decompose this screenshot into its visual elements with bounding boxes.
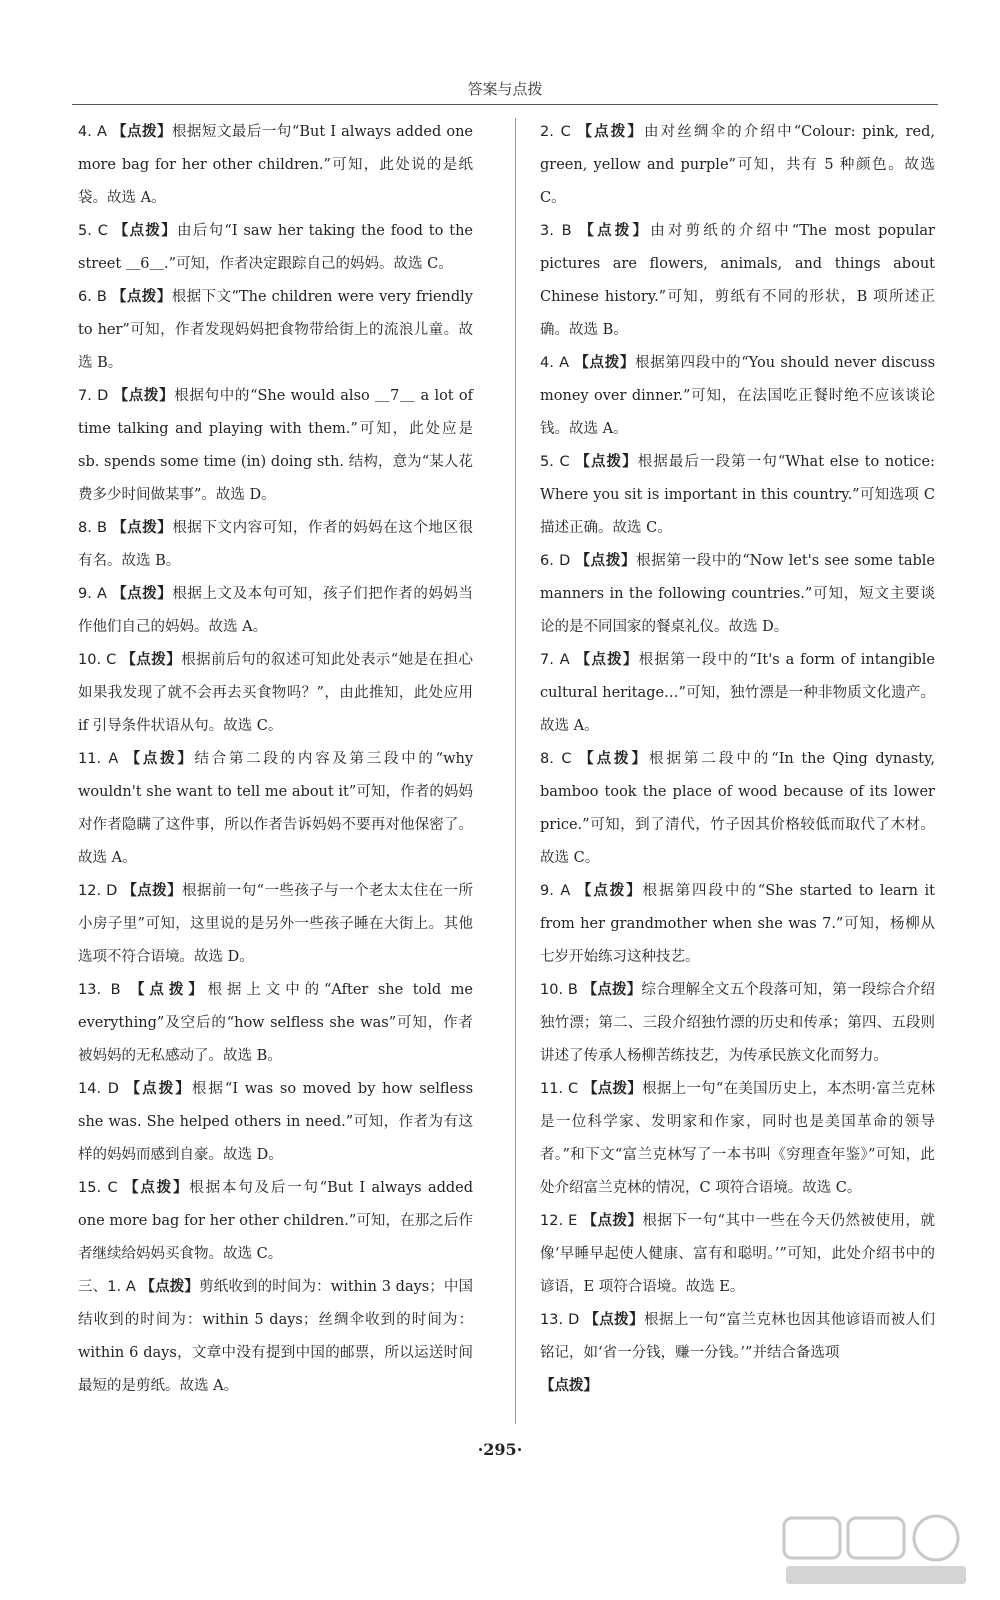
hint-tag: 【点拨】 <box>113 223 178 239</box>
answer-entry <box>78 380 473 512</box>
answer-number: 8. C <box>540 751 572 767</box>
answer-entry <box>78 1271 473 1403</box>
answer-number: 4. A <box>78 124 107 140</box>
answer-text: 根据前后句的叙述可知此处表示“她是在担心如果我发现了就不会再去买食物吗？”，由此推知，此处应用 if 引导条件状语从句。故选 C。 <box>78 652 474 734</box>
answer-entry <box>78 512 473 578</box>
answer-entry <box>540 974 935 1073</box>
answer-number: 13. D <box>540 1312 580 1328</box>
answer-entry <box>78 116 473 215</box>
answer-text: 由对丝绸伞的介绍中“Colour: pink, red, green, yellow and purple”可知，共有 5 种颜色。故选 C。 <box>540 124 936 206</box>
answer-number: 10. B <box>540 982 578 998</box>
answer-text: 根据本句及后一句“But I always added one more bag for her other children.”可知，在那之后作者继续给妈妈买食物。故选 C。 <box>78 1180 474 1262</box>
answer-number: 9. A <box>78 586 107 602</box>
answer-entry <box>540 545 935 644</box>
answer-text: 由后句“I saw her taking the food to the street ＿6＿.”可知，作者决定跟踪自己的妈妈。故选 C。 <box>78 223 473 272</box>
answer-entry <box>78 644 473 743</box>
answer-entry <box>540 644 935 743</box>
column-divider <box>515 118 516 1424</box>
answer-entry <box>540 1370 935 1403</box>
answer-text: 根据第一段中的“Now let's see some table manners in the following countries.”可知，短文主要谈论的是不同国家的餐桌礼仪。故选 D。 <box>540 553 936 635</box>
answer-number: 三、1. A <box>78 1279 136 1295</box>
page-number: ·295· <box>477 1440 523 1459</box>
answer-entry <box>540 215 935 347</box>
hint-tag: 【点拨】 <box>540 1378 598 1394</box>
answer-text: 由对剪纸的介绍中“The most popular pictures are flowers, animals, and things about Chinese history.”可知，剪纸有不同的形状，B 项所述正确。故选 B。 <box>540 223 935 338</box>
answer-text: 根据“I was so moved by how selfless she was. She helped others in need.”可知，作者为有这样的妈妈而感到自豪。故选 D。 <box>78 1081 474 1163</box>
answer-entry <box>78 974 473 1073</box>
hint-tag: 【点拨】 <box>124 1180 190 1196</box>
hint-tag: 【点拨】 <box>112 520 173 536</box>
answer-text: 根据第四段中的“She started to learn it from her grandmother when she was 7.”可知，杨柳从七岁开始练习这种技艺。 <box>540 883 935 965</box>
answer-text: 根据第四段中的“You should never discuss money over dinner.”可知，在法国吃正餐时绝不应该谈论钱。故选 A。 <box>540 355 936 437</box>
answer-text: 根据上文中的“After she told me everything”及空后的“how selfless she was”可知，作者被妈妈的无私感动了。故选 B。 <box>78 982 474 1064</box>
answer-entry <box>78 1172 473 1271</box>
answer-text: 根据最后一段第一句“What else to notice: Where you sit is important in this country.”可知选项 C 描述正确。故选 C。 <box>540 454 936 536</box>
answer-number: 6. D <box>540 553 571 569</box>
answer-text: 根据下文内容可知，作者的妈妈在这个地区很有名。故选 B。 <box>78 520 474 569</box>
hint-tag: 【点拨】 <box>112 586 173 602</box>
answer-text: 根据第一段中的“It's a form of intangible cultural heritage…”可知，独竹漂是一种非物质文化遗产。故选 A。 <box>540 652 935 734</box>
hint-tag: 【点拨】 <box>576 883 643 899</box>
answer-entry <box>540 116 935 215</box>
answer-text: 根据下一句“其中一些在今天仍然被使用，就像‘早睡早起使人健康、富有和聪明。’”可知，此处介绍书中的谚语，E 项符合语境。故选 E。 <box>540 1213 936 1295</box>
answer-text: 综合理解全文五个段落可知，第一段综合介绍独竹漂；第二、三段介绍独竹漂的历史和传承；第四、五段则讲述了传承人杨柳苦练技艺，为传承民族文化而努力。 <box>540 982 936 1064</box>
answer-entry <box>540 875 935 974</box>
answer-number: 3. B <box>540 223 572 239</box>
hint-tag: 【点拨】 <box>121 652 182 668</box>
answer-number: 12. E <box>540 1213 578 1229</box>
hint-tag: 【点拨】 <box>111 289 172 305</box>
answer-number: 12. D <box>78 883 118 899</box>
watermark-logo-icon <box>776 1510 976 1590</box>
hint-tag: 【点拨】 <box>111 124 172 140</box>
answer-entry <box>540 1073 935 1205</box>
answer-entry <box>540 446 935 545</box>
answer-text: 根据上一句“在美国历史上，本杰明·富兰克林是一位科学家、发明家和作家，同时也是美国革命的领导者。”和下文“富兰克林写了一本书叫《穷理查年鉴》”可知，此处介绍富兰克林的情况，C 项符合语境。故选 C。 <box>540 1081 936 1196</box>
answer-entry <box>540 743 935 875</box>
answer-entry <box>78 875 473 974</box>
hint-tag: 【点拨】 <box>579 223 651 239</box>
hint-tag: 【点拨】 <box>574 355 636 371</box>
answer-text: 根据短文最后一句“But I always added one more bag for her other children.”可知，此处说的是纸袋。故选 A。 <box>78 124 473 206</box>
answer-number: 5. C <box>540 454 570 470</box>
right-column <box>540 116 935 1403</box>
answer-entry <box>78 578 473 644</box>
answer-entry <box>78 215 473 281</box>
answer-text: 根据下文“The children were very friendly to her”可知，作者发现妈妈把食物带给街上的流浪儿童。故选 B。 <box>78 289 473 371</box>
answer-text: 根据前一句“一些孩子与一个老太太住在一所小房子里”可知，这里说的是另外一些孩子睡在大街上。其他选项不符合语境。故选 D。 <box>78 883 474 965</box>
answer-entry <box>78 743 473 875</box>
answer-number: 9. A <box>540 883 571 899</box>
header-rule <box>72 104 938 105</box>
answer-number: 6. B <box>78 289 107 305</box>
hint-tag: 【点拨】 <box>575 454 638 470</box>
header-title: 答案与点拨 <box>467 80 543 98</box>
answer-number: 13. B <box>78 982 121 998</box>
answer-text: 结合第二段的内容及第三段中的“why wouldn't she want to tell me about it”可知，作者的妈妈对作者隐瞒了这件事，所以作者告诉妈妈不要再对他保密了。故选 A。 <box>78 751 474 866</box>
hint-tag: 【点拨】 <box>130 982 208 998</box>
page-header <box>72 78 938 104</box>
hint-tag: 【点拨】 <box>113 388 175 404</box>
answer-text: 根据第二段中的“In the Qing dynasty, bamboo took the place of wood because of its lower price.”可知，到了清代，竹子因其价格较低而取代了木材。故选 C。 <box>540 751 935 866</box>
answer-entry <box>540 1205 935 1304</box>
hint-tag: 【点拨】 <box>582 1081 643 1097</box>
answer-number: 11. C <box>540 1081 579 1097</box>
left-column <box>78 116 473 1403</box>
answer-entry <box>540 1304 935 1370</box>
answer-text: 根据上一句“富兰克林也因其他谚语而被人们铭记，如‘省一分钱，赚一分钱。’”并结合备选项 <box>540 1312 936 1361</box>
hint-tag: 【点拨】 <box>584 1312 645 1328</box>
hint-tag: 【点拨】 <box>575 652 639 668</box>
hint-tag: 【点拨】 <box>125 1081 192 1097</box>
answer-number: 7. D <box>78 388 109 404</box>
answer-number: 7. A <box>540 652 570 668</box>
hint-tag: 【点拨】 <box>582 1213 643 1229</box>
hint-tag: 【点拨】 <box>579 751 649 767</box>
hint-tag: 【点拨】 <box>140 1279 200 1295</box>
answer-number: 14. D <box>78 1081 119 1097</box>
answer-entry <box>78 1073 473 1172</box>
hint-tag: 【点拨】 <box>577 124 644 140</box>
answer-number: 11. A <box>78 751 119 767</box>
hint-tag: 【点拨】 <box>582 982 642 998</box>
answer-text: 根据句中的“She would also ＿7＿ a lot of time talking and playing with them.”可知，此处应是 sb. spends some time (in) doing sth. 结构，意为“某人花费多少时间做某事”。故选 D。 <box>78 388 474 503</box>
hint-tag: 【点拨】 <box>122 883 183 899</box>
answer-entry <box>78 281 473 380</box>
answer-text: 剪纸收到的时间为：within 3 days；中国结收到的时间为：within 5 days；丝绸伞收到的时间为：within 6 days，文章中没有提到中国的邮票，所以运送时间最短的是剪纸。故选 A。 <box>78 1279 473 1394</box>
answer-number: 8. B <box>78 520 107 536</box>
answer-number: 2. C <box>540 124 571 140</box>
hint-tag: 【点拨】 <box>575 553 637 569</box>
hint-tag: 【点拨】 <box>125 751 195 767</box>
answer-number: 15. C <box>78 1180 118 1196</box>
answer-number: 4. A <box>540 355 570 371</box>
answer-entry <box>540 347 935 446</box>
answer-text: 根据上文及本句可知，孩子们把作者的妈妈当作他们自己的妈妈。故选 A。 <box>78 586 474 635</box>
answer-number: 10. C <box>78 652 117 668</box>
answer-number: 5. C <box>78 223 108 239</box>
